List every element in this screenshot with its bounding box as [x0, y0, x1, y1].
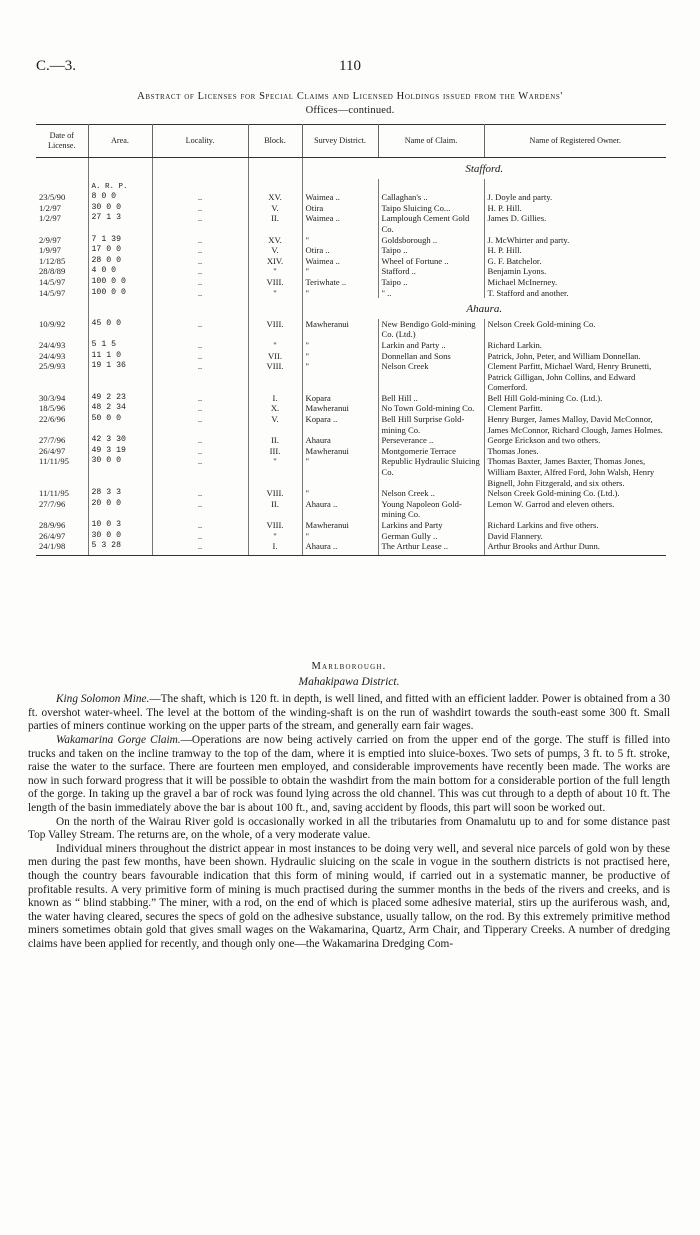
- cell-district: Kopara: [302, 393, 378, 404]
- cell-date: 11/11/95: [36, 456, 88, 488]
- cell-block: ": [248, 266, 302, 277]
- cell-block: X.: [248, 403, 302, 414]
- table-row: [36, 351, 666, 362]
- cell-area: 42 3 30: [88, 435, 152, 446]
- cell-claim: Taipo ..: [378, 277, 484, 288]
- cell-block: XV.: [248, 235, 302, 246]
- paragraph: Individual miners throughout the district appear in most instances to be doing very well, and several nice parcels of gold won by these men during the past few months, have been shown. Hydraulic sluicing on the scale in vogue in the southern districts is not practised here, though the country bears favourable indication that this form of mining would, if carried out in a systematic manner, be productive of profitable results. A very primitive form of mining is much practised during the summer months in the beds of the rivers and creeks, and is known as “ blind stabbing.” The miner, with a rod, on the end of which is placed some adhesive material, stirs up the auriferous wash, and, the water having cleared, secures the specs of gold on the adhesive substance, usually tallow, on the rod. By this extremely primitive method miners sometimes obtain gold that gives small wages on the Wakamarina, Quartz, Arm Chair, and Tipperary Creeks. A number of dredging claims have been applied for recently, and though only one—the Wakamarina Dredging Com-: [28, 842, 670, 950]
- table-row: [36, 361, 666, 393]
- section-name: Stafford.: [465, 163, 504, 175]
- cell-owner: Richard Larkin.: [487, 339, 542, 350]
- cell-owner: James D. Gillies.: [487, 213, 547, 224]
- cell-area: 8 0 0: [88, 192, 152, 203]
- cell-locality: ..: [152, 435, 248, 446]
- cell-district: Waimea ..: [302, 192, 378, 203]
- caption-line-1: Abstract of Licenses for Special Claims and Licensed Holdings issued from the Wardens': [137, 91, 563, 102]
- column-header: Locality.: [152, 125, 248, 158]
- cell-block: II.: [248, 499, 302, 520]
- cell-locality: ..: [152, 256, 248, 267]
- table-body: [36, 158, 666, 556]
- section-row: [36, 158, 666, 179]
- cell-claim: Stafford ..: [378, 266, 484, 277]
- district-heading: Mahakipawa District.: [298, 675, 400, 688]
- section-heading: Marlborough.: [311, 661, 387, 672]
- cell-area: 11 1 0: [88, 351, 152, 362]
- cell-area: 30 0 0: [88, 456, 152, 488]
- cell-district: ": [302, 288, 378, 299]
- table-row: [36, 531, 666, 542]
- cell-owner: George Erickson and two others.: [487, 435, 601, 446]
- cell-district: Ahaura ..: [302, 541, 378, 555]
- cell-block: ": [248, 340, 302, 351]
- cell-claim: Donnellan and Sons: [378, 351, 484, 362]
- cell-locality: ..: [152, 319, 248, 340]
- cell-owner: Michael McInerney.: [487, 276, 558, 287]
- column-header: Survey District.: [302, 125, 378, 158]
- cell-district: ": [302, 266, 378, 277]
- cell-owner: Bell Hill Gold-mining Co. (Ltd.).: [487, 392, 603, 403]
- cell-locality: ..: [152, 499, 248, 520]
- cell-area: 20 0 0: [88, 499, 152, 520]
- cell-date: 30/3/94: [36, 393, 88, 404]
- column-header: Name of Claim.: [378, 125, 484, 158]
- cell-date: 26/4/97: [36, 531, 88, 542]
- cell-claim: Goldsborough ..: [378, 235, 484, 246]
- cell-date: 27/7/96: [36, 435, 88, 446]
- table-row: [36, 235, 666, 246]
- table-row: [36, 456, 666, 488]
- cell-district: Teriwhate ..: [302, 277, 378, 288]
- cell-block: VII.: [248, 351, 302, 362]
- cell-date: 28/8/89: [36, 266, 88, 277]
- cell-locality: ..: [152, 192, 248, 203]
- cell-district: Ahaura: [302, 435, 378, 446]
- cell-date: 22/6/96: [36, 414, 88, 435]
- cell-locality: ..: [152, 541, 248, 555]
- table-row: [36, 340, 666, 351]
- cell-claim: Taipo Sluicing Co...: [378, 203, 484, 214]
- cell-owner: Thomas Jones.: [487, 445, 539, 456]
- cell-claim: Larkin and Party ..: [378, 340, 484, 351]
- cell-locality: ..: [152, 277, 248, 288]
- table-header: [36, 125, 666, 158]
- cell-area: 45 0 0: [88, 319, 152, 340]
- report-code: C.—3.: [36, 58, 77, 74]
- column-header: Area.: [88, 125, 152, 158]
- cell-area: 49 2 23: [88, 393, 152, 404]
- cell-locality: ..: [152, 203, 248, 214]
- cell-block: I.: [248, 393, 302, 404]
- cell-locality: ..: [152, 340, 248, 351]
- cell-owner: Benjamin Lyons.: [487, 266, 547, 277]
- paragraph: Wakamarina Gorge Claim.—Operations are now being actively carried on from the upper end of the gorge. The stuff is filled into trucks and taken on the incline tramway to the top of the dam, where it is emptied into sluice-boxes. Two sets of pumps, 3 ft. to 5 ft. stroke, raise the water to the surface. There are fourteen men employed, and considerable improvements have recently been made. The works are now in such forward progress that it will be possible to obtain the washdirt from the main bottom for a considerable portion of the full length of the gorge. In taking up the gravel a bar of rock was found lying across the old channel. This was cut through to a depth of about 10 ft. The length of the basin immediately above the bar is about 100 ft., and, saving accident by floods, this part will soon be worked out.: [28, 733, 670, 814]
- cell-date: 14/5/97: [36, 288, 88, 299]
- cell-owner: J. Doyle and party.: [487, 192, 553, 203]
- cell-date: 1/12/85: [36, 256, 88, 267]
- cell-claim: Taipo ..: [378, 245, 484, 256]
- page-header: [36, 58, 664, 78]
- section-name: Ahaura.: [466, 303, 503, 316]
- table-row: [36, 277, 666, 288]
- cell-district: Ahaura ..: [302, 499, 378, 520]
- cell-locality: ..: [152, 520, 248, 531]
- cell-owner: Lemon W. Garrod and eleven others.: [487, 498, 615, 509]
- paragraph: On the north of the Wairau River gold is occasionally worked in all the tributaries from Onamalutu up to and for some distance past Top Valley Stream. The returns are, on the whole, of a very moderate value.: [28, 815, 670, 842]
- cell-area: 19 1 36: [88, 361, 152, 393]
- cell-locality: ..: [152, 414, 248, 435]
- cell-locality: ..: [152, 456, 248, 488]
- cell-locality: ..: [152, 361, 248, 393]
- cell-district: ": [302, 340, 378, 351]
- cell-district: Otira ..: [302, 245, 378, 256]
- cell-owner: Patrick, John, Peter, and William Donnellan.: [487, 350, 641, 361]
- cell-area: 10 0 3: [88, 520, 152, 531]
- cell-claim: New Bendigo Gold-mining Co. (Ltd.): [378, 319, 484, 340]
- caption-line-2: Offices—continued.: [305, 105, 395, 116]
- cell-claim: " ..: [378, 288, 484, 299]
- cell-claim: German Gully ..: [378, 531, 484, 542]
- cell-claim: Lamplough Cement Gold Co.: [378, 213, 484, 234]
- cell-block: V.: [248, 245, 302, 256]
- table-row: [36, 245, 666, 256]
- cell-owner: David Flannery.: [487, 530, 543, 541]
- cell-district: Mawheranui: [302, 520, 378, 531]
- cell-owner: G. F. Batchelor.: [487, 255, 542, 266]
- cell-area: 30 0 0: [88, 203, 152, 214]
- cell-owner: Arthur Brooks and Arthur Dunn.: [484, 541, 666, 555]
- table-row: [36, 256, 666, 267]
- cell-locality: ..: [152, 446, 248, 457]
- cell-area: 17 0 0: [88, 245, 152, 256]
- cell-locality: ..: [152, 266, 248, 277]
- cell-owner: Nelson Creek Gold-mining Co.: [487, 318, 596, 329]
- cell-district: ": [302, 488, 378, 499]
- cell-area: 100 0 0: [88, 277, 152, 288]
- cell-area: 100 0 0: [88, 288, 152, 299]
- paragraph-lead: Wakamarina Gorge Claim.: [56, 733, 181, 746]
- cell-district: ": [302, 361, 378, 393]
- cell-claim: Larkins and Party: [378, 520, 484, 531]
- cell-area: 48 2 34: [88, 403, 152, 414]
- cell-block: XV.: [248, 192, 302, 203]
- cell-district: ": [302, 456, 378, 488]
- table-row: [36, 414, 666, 435]
- cell-claim: Nelson Creek: [378, 361, 484, 393]
- cell-owner: H. P. Hill.: [487, 245, 522, 256]
- cell-date: 1/9/97: [36, 245, 88, 256]
- cell-owner: Henry Burger, James Malloy, David McConnor, James McConnor, Richard Clough, James Holmes.: [487, 414, 663, 435]
- cell-district: Mawheranui: [302, 319, 378, 340]
- cell-date: 14/5/97: [36, 277, 88, 288]
- cell-block: V.: [248, 203, 302, 214]
- cell-district: ": [302, 351, 378, 362]
- table-row: [36, 403, 666, 414]
- cell-block: VIII.: [248, 488, 302, 499]
- cell-date: 1/2/97: [36, 213, 88, 234]
- cell-claim: Nelson Creek ..: [378, 488, 484, 499]
- cell-locality: ..: [152, 531, 248, 542]
- table-row: [36, 488, 666, 499]
- table-row: [36, 213, 666, 234]
- cell-date: 18/5/96: [36, 403, 88, 414]
- table-row: [36, 288, 666, 299]
- cell-owner: J. McWhirter and party.: [487, 234, 570, 245]
- area-units: A. R. P.: [88, 179, 152, 193]
- cell-date: 27/7/96: [36, 499, 88, 520]
- cell-owner: Thomas Baxter, James Baxter, Thomas Jones, William Baxter, Alfred Ford, John Walsh, Henry Bignell, John Fitzgerald, and six others.: [487, 456, 655, 488]
- cell-block: XIV.: [248, 256, 302, 267]
- table-row: [36, 203, 666, 214]
- cell-block: ": [248, 531, 302, 542]
- page-number: 110: [339, 58, 361, 74]
- cell-date: 1/2/97: [36, 203, 88, 214]
- table-row: [36, 266, 666, 277]
- cell-claim: Young Napoleon Gold-mining Co.: [378, 499, 484, 520]
- table-row: [36, 541, 666, 555]
- cell-owner: Richard Larkins and five others.: [487, 520, 599, 530]
- cell-block: VIII.: [248, 319, 302, 340]
- cell-date: 24/4/93: [36, 340, 88, 351]
- cell-district: ": [302, 235, 378, 246]
- cell-date: 28/9/96: [36, 520, 88, 531]
- column-header: Date of License.: [36, 125, 88, 158]
- cell-area: 28 0 0: [88, 256, 152, 267]
- body-text: [28, 660, 670, 951]
- cell-date: 26/4/97: [36, 446, 88, 457]
- cell-owner: T. Stafford and another.: [487, 287, 569, 298]
- cell-block: III.: [248, 446, 302, 457]
- cell-block: ": [248, 288, 302, 299]
- cell-area: 5 1 5: [88, 340, 152, 351]
- cell-block: VIII.: [248, 520, 302, 531]
- section-row: [36, 298, 666, 319]
- cell-claim: Montgomerie Terrace: [378, 446, 484, 457]
- table-row: [36, 520, 666, 531]
- cell-area: 28 3 3: [88, 488, 152, 499]
- cell-claim: No Town Gold-mining Co.: [378, 403, 484, 414]
- cell-locality: ..: [152, 403, 248, 414]
- paragraphs: [28, 693, 670, 951]
- table-row: [36, 499, 666, 520]
- cell-area: 7 1 39: [88, 235, 152, 246]
- cell-locality: ..: [152, 213, 248, 234]
- cell-owner: Clement Parfitt.: [487, 403, 543, 414]
- cell-owner: Nelson Creek Gold-mining Co. (Ltd.).: [487, 488, 620, 499]
- cell-district: Mawheranui: [302, 446, 378, 457]
- cell-area: 4 0 0: [88, 266, 152, 277]
- cell-area: 5 3 28: [88, 541, 152, 555]
- cell-block: I.: [248, 541, 302, 555]
- cell-block: VIII.: [248, 277, 302, 288]
- table-row: [36, 393, 666, 404]
- cell-claim: Wheel of Fortune ..: [378, 256, 484, 267]
- cell-block: VIII.: [248, 361, 302, 393]
- cell-locality: ..: [152, 351, 248, 362]
- cell-owner: H. P. Hill.: [487, 202, 522, 213]
- paragraph-lead: King Solomon Mine.: [56, 693, 150, 706]
- cell-date: 24/4/93: [36, 351, 88, 362]
- cell-date: 10/9/92: [36, 319, 88, 340]
- cell-date: 11/11/95: [36, 488, 88, 499]
- cell-district: Kopara ..: [302, 414, 378, 435]
- cell-area: 30 0 0: [88, 531, 152, 542]
- area-units-row: [36, 179, 666, 193]
- cell-locality: ..: [152, 288, 248, 299]
- cell-district: Waimea ..: [302, 256, 378, 267]
- cell-claim: Bell Hill Surprise Gold-mining Co.: [378, 414, 484, 435]
- cell-area: 27 1 3: [88, 213, 152, 234]
- cell-locality: ..: [152, 245, 248, 256]
- licenses-table: [36, 124, 666, 556]
- cell-district: Waimea ..: [302, 213, 378, 234]
- paragraph: King Solomon Mine.—The shaft, which is 120 ft. in depth, is well lined, and fitted with an efficient ladder. Power is obtained from a 30 ft. overshot water-wheel. The level at the bottom of the winding-shaft is on the run of washdirt towards the south-east some 300 ft. Small parties of miners continue working on the upper parts of the stream, and generally earn fair wages.: [28, 693, 670, 733]
- cell-area: 50 0 0: [88, 414, 152, 435]
- table-caption: [36, 90, 664, 118]
- cell-block: V.: [248, 414, 302, 435]
- cell-owner: Clement Parfitt, Michael Ward, Henry Brunetti, Patrick Gilligan, John Collins, and Edward Comerford.: [487, 361, 652, 393]
- cell-date: 25/9/93: [36, 361, 88, 393]
- table-row: [36, 319, 666, 340]
- cell-district: ": [302, 531, 378, 542]
- cell-block: ": [248, 456, 302, 488]
- cell-block: II.: [248, 213, 302, 234]
- table-row: [36, 435, 666, 446]
- cell-district: Otira: [302, 203, 378, 214]
- cell-area: 49 3 19: [88, 446, 152, 457]
- cell-block: II.: [248, 435, 302, 446]
- cell-district: Mawheranui: [302, 403, 378, 414]
- cell-claim: Perseverance ..: [378, 435, 484, 446]
- cell-claim: Callaghan's ..: [378, 192, 484, 203]
- cell-date: 24/1/98: [36, 541, 88, 555]
- cell-locality: ..: [152, 393, 248, 404]
- cell-date: 23/5/90: [36, 192, 88, 203]
- cell-claim: Bell Hill ..: [378, 393, 484, 404]
- table-row: [36, 192, 666, 203]
- column-header: Name of Registered Owner.: [484, 125, 666, 158]
- cell-locality: ..: [152, 488, 248, 499]
- table-row: [36, 446, 666, 457]
- column-header: Block.: [248, 125, 302, 158]
- cell-date: 2/9/97: [36, 235, 88, 246]
- cell-locality: ..: [152, 235, 248, 246]
- cell-claim: The Arthur Lease ..: [378, 541, 484, 555]
- cell-claim: Republic Hydraulic Sluicing Co.: [378, 456, 484, 488]
